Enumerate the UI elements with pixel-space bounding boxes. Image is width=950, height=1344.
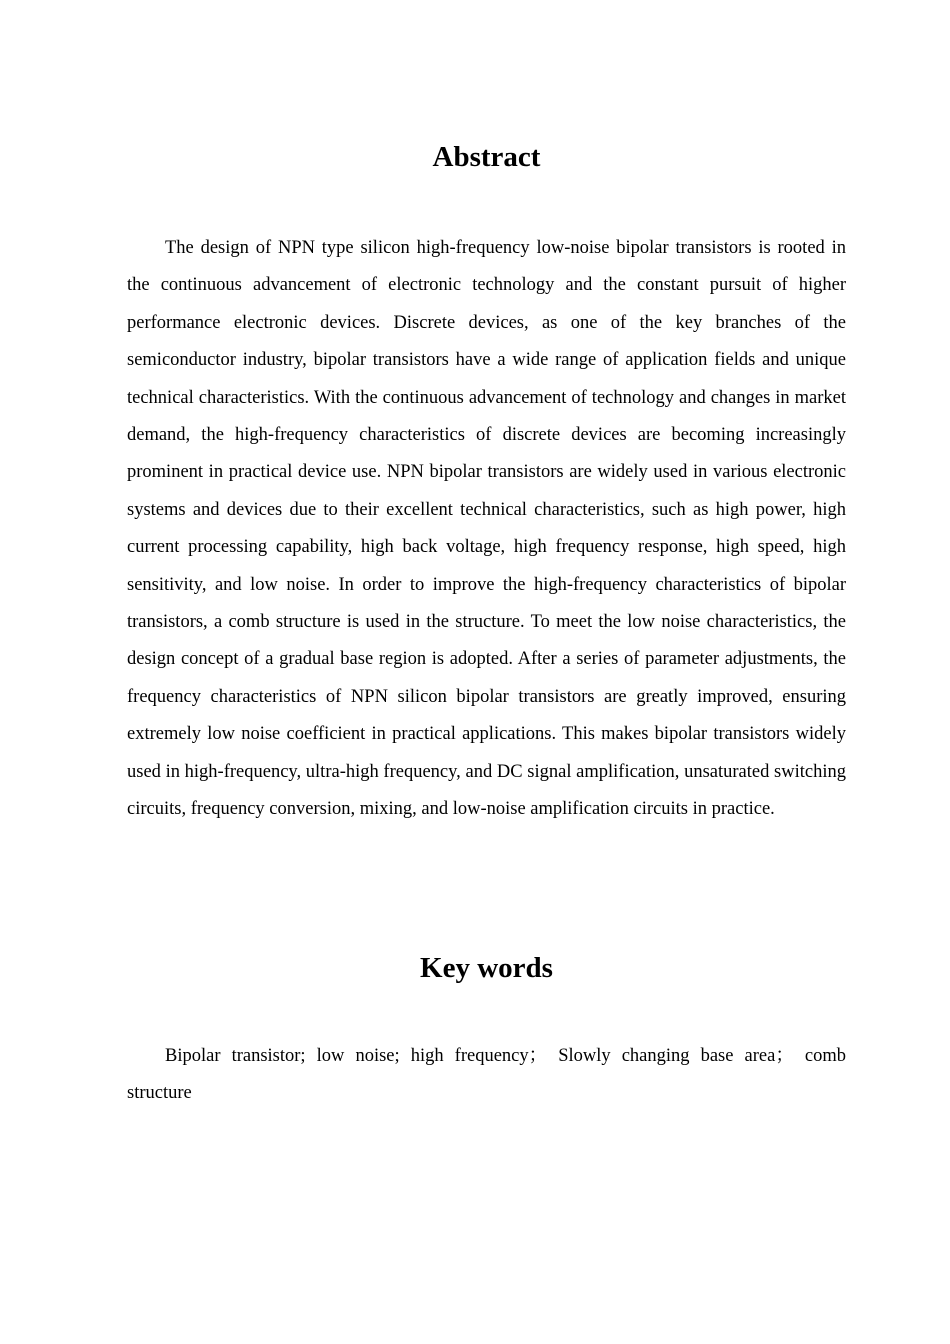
keywords-heading: Key words <box>420 952 553 984</box>
abstract-heading: Abstract <box>432 141 541 173</box>
keywords-paragraph: Bipolar transistor; low noise; high frequency； Slowly changing base area； comb structure <box>127 1046 846 1104</box>
abstract-paragraph: The design of NPN type silicon high-frequency low-noise bipolar transistors is rooted in the continuous advancement of electronic technology and the constant pursuit of higher performance electronic devices. Discrete devices, as one of the key branches of the semiconductor industry, bipolar transistors have a wide range of application fields and unique technical characteristics. With the continuous advancement of technology and changes in market demand, the high-frequency characteristics of discrete devices are becoming increasingly prominent in practical device use. NPN bipolar transistors are widely used in various electronic systems and devices due to their excellent technical characteristics, such as high power, high current processing capability, high back voltage, high frequency response, high speed, high sensitivity, and low noise. In order to improve the high-frequency characteristics of bipolar transistors, a comb structure is used in the structure. To meet the low noise characteristics, the design concept of a gradual base region is adopted. After a series of parameter adjustments, the frequency characteristics of NPN silicon bipolar transistors are greatly improved, ensuring extremely low noise coefficient in practical applications. This makes bipolar transistors widely used in high-frequency, ultra-high frequency, and DC signal amplification, unsaturated switching circuits, frequency conversion, mixing, and low-noise amplification circuits in practice. <box>127 238 846 820</box>
